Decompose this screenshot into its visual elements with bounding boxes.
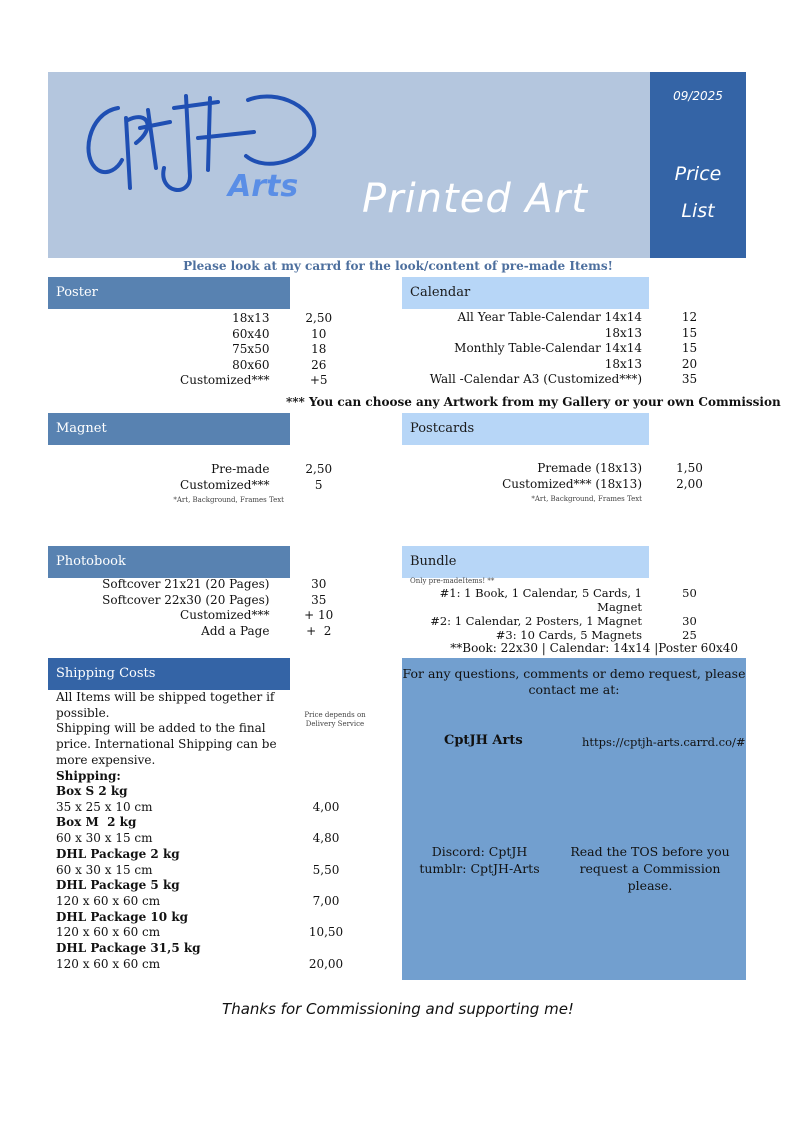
list-item: [402, 477, 742, 493]
page-title: Printed Art: [362, 176, 588, 222]
list-item: [402, 628, 742, 642]
option-name: Box M 2 kg: [56, 815, 137, 830]
shipping-header: Shipping Costs: [48, 658, 290, 690]
postcards-list: [402, 461, 742, 508]
option-price: 10,50: [308, 925, 344, 940]
option-size: 120 x 60 x 60 cm: [56, 925, 161, 940]
list-item: [48, 311, 368, 327]
shipping-intro-line: possible.: [56, 705, 110, 720]
delivery-note: [296, 711, 374, 729]
item-price: 5: [314, 477, 323, 492]
item-price: 35: [311, 592, 327, 607]
photobook-header: Photobook: [48, 546, 290, 578]
item-label: 18x13: [232, 311, 270, 325]
item-label: Softcover 21x21 (20 Pages): [102, 577, 270, 591]
option-size: 60 x 30 x 15 cm: [56, 862, 153, 877]
postcards-footnote: *Art, Background, Frames Text: [531, 495, 642, 503]
calendar-list: [402, 310, 742, 388]
contact-box: [402, 658, 746, 980]
list-item: [402, 310, 742, 326]
item-label: #2: 1 Calendar, 2 Posters, 1 Magnet: [430, 614, 642, 628]
list-item: [402, 357, 742, 373]
shipping-option: [56, 878, 356, 909]
date-label: 09/2025: [673, 89, 723, 103]
bundle-header: Bundle: [402, 546, 649, 578]
item-price: 20: [681, 356, 698, 371]
price-list-panel: [650, 72, 746, 258]
poster-header: Poster: [48, 277, 290, 309]
item-price: 50: [682, 586, 697, 600]
price-list-title: [650, 156, 746, 230]
list-item: [48, 608, 368, 624]
magnet-footnote: *Art, Background, Frames Text: [173, 496, 284, 504]
item-price: 15: [681, 325, 698, 340]
list-item: [48, 593, 368, 609]
list-item: [48, 478, 368, 494]
price-list-title-line1: Price: [674, 163, 722, 185]
list-item: [48, 373, 368, 389]
magnet-header: Magnet: [48, 413, 290, 445]
option-name: DHL Package 5 kg: [56, 878, 180, 893]
contact-intro-line2: contact me at:: [528, 682, 620, 697]
gallery-note: *** You can choose any Artwork from my Gallery or your own Commission: [286, 395, 781, 409]
shipping-intro-line: more expensive.: [56, 752, 156, 767]
item-price: 12: [681, 310, 698, 324]
item-price: 30: [682, 614, 697, 628]
list-item: [402, 372, 742, 388]
footnote-row: [48, 493, 368, 509]
item-price: 2,00: [676, 476, 703, 491]
option-price: 7,00: [312, 893, 340, 908]
item-label: Customized***: [180, 477, 270, 492]
option-size: 60 x 30 x 15 cm: [56, 831, 153, 846]
item-label: All Year Table-Calendar 14x14: [457, 310, 642, 324]
list-item: [402, 614, 742, 628]
option-price: 20,00: [308, 956, 344, 971]
contact-intro-line1: For any questions, comments or demo request, please: [402, 666, 746, 681]
contact-url-link[interactable]: https://cptjh-arts.carrd.co/#: [582, 735, 746, 749]
thanks-message: Thanks for Commissioning and supporting me!: [222, 1000, 574, 1018]
list-item: [402, 586, 742, 614]
option-size: 35 x 25 x 10 cm: [56, 799, 153, 814]
shipping-intro-line: Shipping will be added to the final: [56, 721, 266, 736]
list-item: [48, 358, 368, 374]
bundle-footnote: **Book: 22x30 | Calendar: 14x14 |Poster 60x40: [450, 641, 738, 655]
contact-intro: [402, 666, 746, 698]
option-name: Box S 2 kg: [56, 784, 128, 798]
carrd-note: Please look at my carrd for the look/content of pre-made Items!: [183, 259, 613, 273]
delivery-note-line1: Price depends on: [304, 711, 366, 719]
item-label: Monthly Table-Calendar 14x14: [454, 341, 642, 355]
magnet-list: [48, 462, 368, 509]
option-name: DHL Package 31,5 kg: [56, 941, 201, 956]
list-item: [402, 326, 742, 342]
item-label: Customized***: [180, 373, 270, 387]
item-price: + 10: [304, 608, 334, 622]
item-price: 10: [311, 326, 327, 341]
list-item: [402, 341, 742, 357]
delivery-note-line2: Delivery Service: [305, 720, 365, 728]
item-label: Add a Page: [201, 623, 270, 638]
brand-logo: [78, 88, 338, 208]
item-label: 18x13: [604, 325, 642, 340]
shipping-option: [56, 847, 356, 878]
footnote-row: [402, 492, 742, 508]
shipping-intro: [56, 690, 296, 784]
shipping-intro-line: price. International Shipping can be: [56, 737, 277, 752]
tos-line3: please.: [627, 878, 673, 893]
option-size: 120 x 60 x 60 cm: [56, 893, 161, 908]
item-label: #1: 1 Book, 1 Calendar, 5 Cards, 1 Magnet: [439, 586, 642, 614]
item-label: Pre-made: [211, 462, 270, 476]
item-price: +5: [309, 373, 328, 387]
tos-note: [562, 843, 738, 894]
item-price: 18: [311, 342, 327, 356]
item-label: #3: 10 Cards, 5 Magnets: [495, 628, 642, 642]
option-name: DHL Package 2 kg: [56, 846, 180, 861]
item-label: 18x13: [604, 356, 642, 371]
bundle-subnote: Only pre-madeItems! **: [410, 577, 495, 585]
list-item: [48, 624, 368, 640]
option-price: 4,80: [312, 831, 340, 846]
shipping-option: [56, 784, 356, 815]
tos-line1: Read the TOS before you: [570, 844, 730, 859]
shipping-option: [56, 941, 356, 972]
item-price: 15: [681, 341, 698, 355]
photobook-list: [48, 577, 368, 639]
calendar-header: Calendar: [402, 277, 649, 309]
shipping-heading: Shipping:: [56, 768, 121, 783]
list-item: [48, 327, 368, 343]
option-name: DHL Package 10 kg: [56, 909, 189, 924]
item-price: 1,50: [676, 461, 703, 475]
list-item: [48, 577, 368, 593]
item-price: 35: [681, 372, 698, 386]
item-label: Customized*** (18x13): [502, 476, 642, 491]
item-label: Softcover 22x30 (20 Pages): [102, 592, 270, 607]
poster-list: [48, 311, 368, 389]
list-item: [402, 461, 742, 477]
item-price: 2,50: [305, 462, 333, 476]
shipping-option: [56, 910, 356, 941]
option-price: 4,00: [312, 799, 340, 814]
shipping-option: [56, 815, 356, 846]
item-label: 80x60: [232, 357, 270, 372]
list-item: [48, 462, 368, 478]
price-list-title-line2: List: [681, 200, 715, 222]
bundle-list: [402, 586, 742, 642]
shipping-options: [56, 784, 356, 972]
list-item: [48, 342, 368, 358]
discord-handle: Discord: CptJH: [431, 844, 528, 859]
item-label: Wall -Calendar A3 (Customized***): [429, 372, 642, 386]
item-price: 26: [311, 357, 327, 372]
option-size: 120 x 60 x 60 cm: [56, 956, 161, 971]
postcards-header: Postcards: [402, 413, 649, 445]
svg-text:Arts: Arts: [228, 169, 299, 204]
shipping-intro-line: All Items will be shipped together if: [56, 690, 275, 704]
item-label: Customized***: [180, 608, 270, 622]
contact-name: CptJH Arts: [444, 733, 523, 748]
item-label: 60x40: [232, 326, 270, 341]
option-price: 5,50: [312, 862, 340, 877]
item-price: + 2: [306, 623, 332, 638]
item-price: 2,50: [305, 311, 333, 325]
tumblr-handle: tumblr: CptJH-Arts: [419, 861, 540, 876]
tos-line2: request a Commission: [579, 861, 721, 876]
item-price: 30: [311, 577, 327, 591]
item-price: 25: [682, 628, 697, 642]
item-label: Premade (18x13): [537, 461, 642, 475]
item-label: 75x50: [232, 342, 270, 356]
logo-signature-icon: [78, 88, 338, 208]
social-handles: [402, 843, 557, 877]
